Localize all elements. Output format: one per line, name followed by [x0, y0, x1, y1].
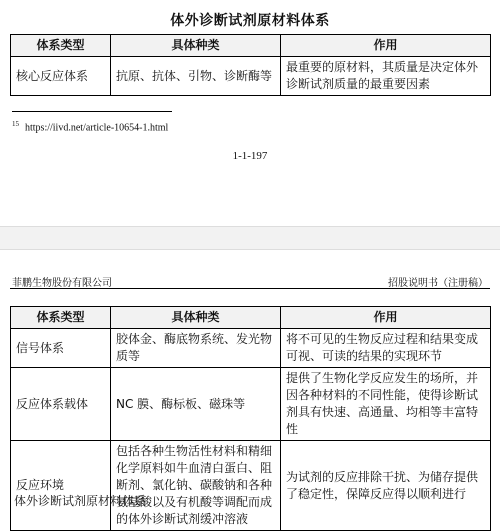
cell-type: 信号体系 [11, 329, 111, 368]
cell-kind: 抗原、抗体、引物、诊断酶等 [111, 57, 281, 96]
cell-role: 最重要的原材料，其质量是决定体外诊断试剂质量的最重要因素 [281, 57, 491, 96]
table-header-row [11, 307, 491, 329]
header-cell-kind: 具体种类 [111, 35, 281, 57]
header-company: 菲鹏生物股份有限公司 [12, 278, 112, 289]
footnote-link[interactable]: https://iivd.net/article-10654-1.html [25, 122, 169, 134]
materials-table-top [10, 34, 491, 96]
page-separator [0, 226, 500, 250]
table-row [11, 368, 491, 441]
cell-type: 核心反应体系 [11, 57, 111, 96]
header-cell-role: 作用 [281, 35, 491, 57]
table-header-row [11, 35, 491, 57]
table-row [11, 57, 491, 96]
document-title: 体外诊断试剂原材料体系 [170, 13, 330, 29]
document-page-bottom [0, 250, 500, 526]
cell-role: 为试剂的反应排除干扰、为储存提供了稳定性，保障反应得以顺利进行 [281, 441, 491, 531]
header-cell-type: 体系类型 [11, 35, 111, 57]
cell-role: 将不可见的生物反应过程和结果变成可视、可读的结果的实现环节 [281, 329, 491, 368]
page-number: 1-1-197 [232, 150, 268, 162]
header-cell-kind: 具体种类 [111, 307, 281, 329]
footnote-divider [12, 111, 172, 112]
cell-type: 反应环境 [11, 441, 111, 531]
cell-kind: NC 膜、酶标板、磁珠等 [111, 368, 281, 441]
header-cell-role: 作用 [281, 307, 491, 329]
header-cell-type: 体系类型 [11, 307, 111, 329]
cell-kind: 包括各种生物活性材料和精细化学原料如牛血清白蛋白、阻断剂、氯化钠、碳酸钠和各种氨基酸以及有机酸等调配而成的体外诊断试剂缓冲溶液 [111, 441, 281, 531]
table-row [11, 441, 491, 531]
cell-role: 提供了生物化学反应发生的场所，并因各种材料的不同性能，使得诊断试剂具有快速、高通量、均相等丰富特性 [281, 368, 491, 441]
table-row [11, 329, 491, 368]
header-doc-type: 招股说明书（注册稿） [388, 278, 488, 289]
cut-off-text-line: 体外诊断试剂原材料体系 [14, 494, 147, 508]
cell-type: 反应体系载体 [11, 368, 111, 441]
footnote-number: 15 [12, 120, 19, 128]
header-divider [10, 288, 490, 289]
document-page-top [0, 0, 500, 226]
cell-kind: 胶体金、酶底物系统、发光物质等 [111, 329, 281, 368]
footnote [12, 120, 168, 133]
